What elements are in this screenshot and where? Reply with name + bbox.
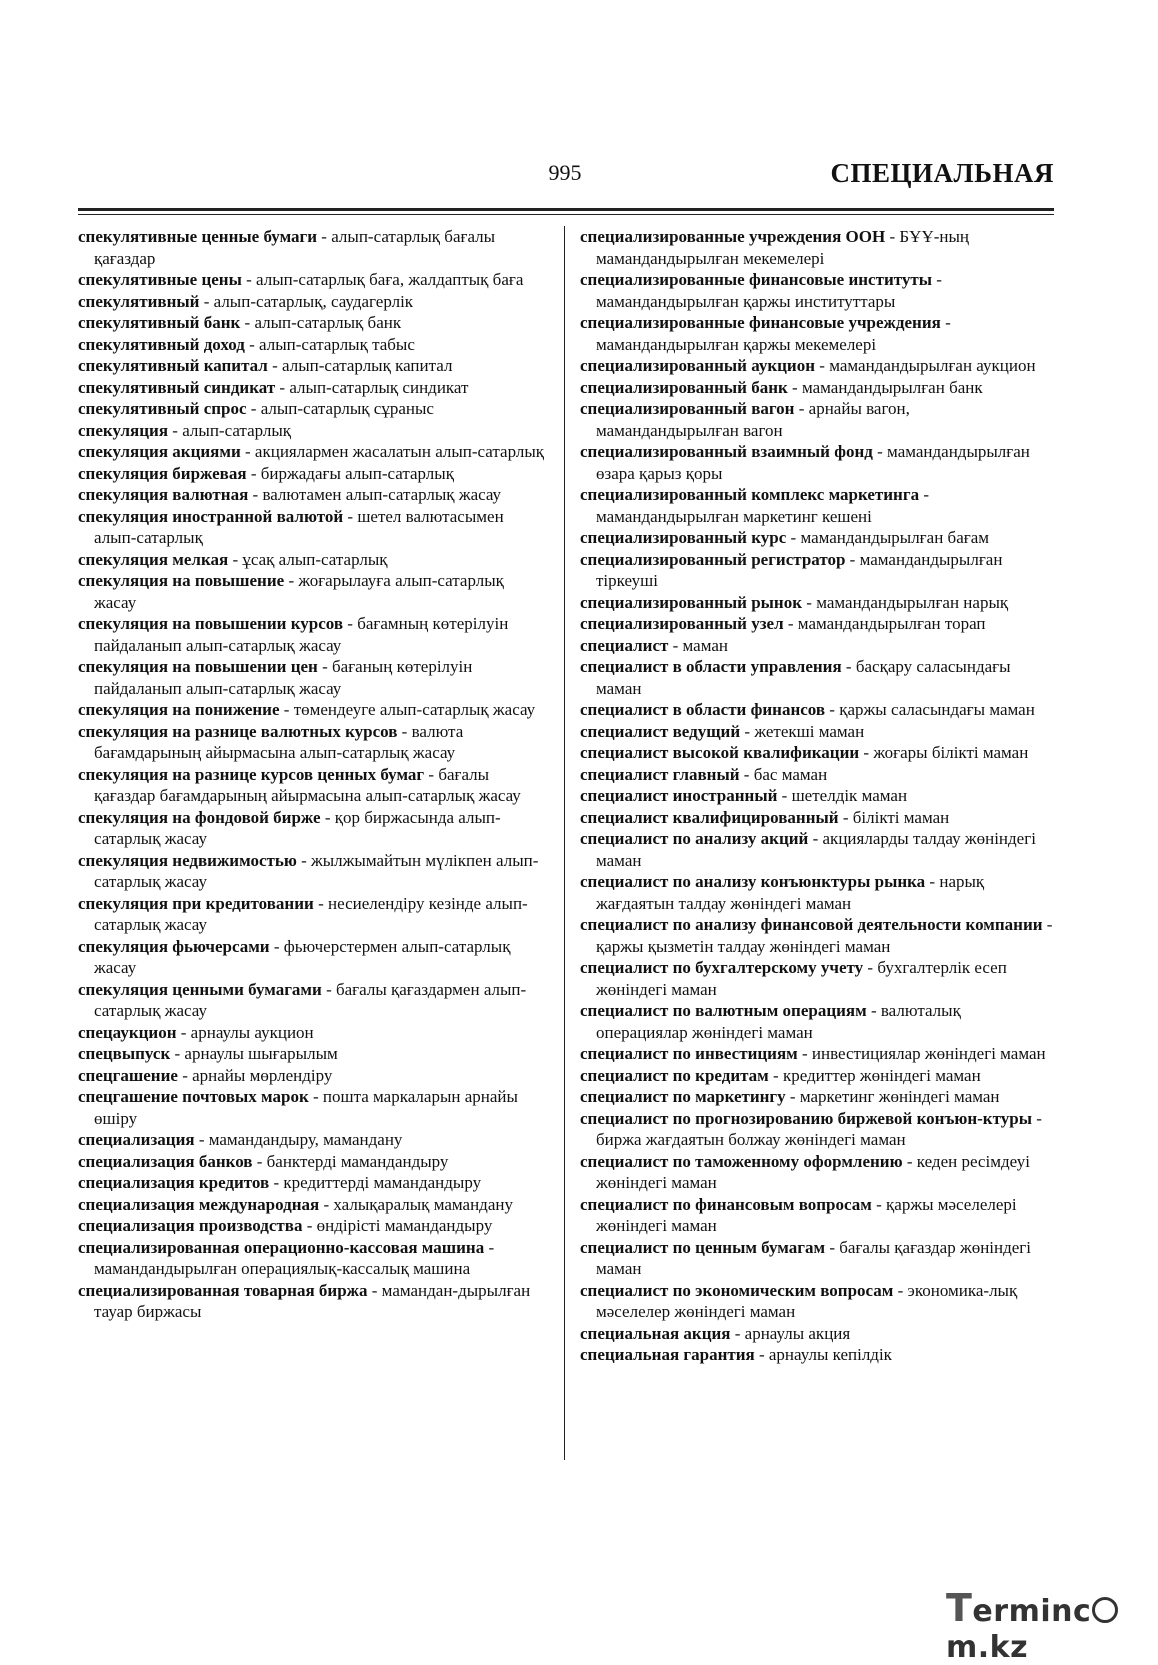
entry-term: специализация [78,1130,195,1149]
entry-separator: - [841,657,856,676]
entry-term: спекуляция на понижение [78,700,280,719]
entry-separator: - [739,764,754,784]
entry-term: специалист иностранный [580,786,778,805]
dictionary-entry [580,828,1056,871]
watermark-text-part1: erminc [972,1594,1092,1629]
entry-definition: төмендеуге алып-сатарлық жасау [293,700,536,719]
header-rule-thick [78,208,1054,211]
entry-separator: - [279,700,294,719]
entry-definition: мамандандырылған қаржы институттары [596,291,896,311]
dictionary-entry [78,1237,550,1280]
entry-term: спекуляция недвижимостью [78,850,297,870]
entry-definition: мамандандырылған нарық [816,592,1009,612]
entry-definition: жоғарылауға алып-сатарлық жасау [94,571,504,612]
entry-term: спекуляция на повышение [78,571,285,590]
dictionary-entry [78,1280,550,1323]
entry-term: спекуляция иностранной валютой [78,506,344,526]
dictionary-entry [580,1194,1056,1237]
dictionary-entry [580,914,1056,957]
entry-term: спекулятивный банк [78,313,241,332]
entry-term: специализация кредитов [78,1173,270,1192]
entry-separator: - [863,958,878,977]
entry-definition: акцияларды талдау жөніндегі маман [596,829,1036,870]
entry-term: спецаукцион [78,1022,177,1042]
entry-definition: басқару саласындағы маман [596,657,1011,698]
entry-separator: - [808,829,823,848]
entry-separator: - [228,549,243,569]
dictionary-entry [78,570,550,613]
entry-definition: мамандандырылған аукцион [829,356,1036,375]
entry-separator: - [194,1130,209,1149]
entry-separator: - [241,270,257,289]
dictionary-entry [580,592,1056,614]
entry-term: спецгашение почтовых марок [78,1087,309,1106]
dictionary-entry [78,506,550,549]
entry-term: специалист в области управления [580,657,842,676]
entry-separator: - [845,549,860,569]
entry-term: специализированный банк [580,377,788,397]
entry-term: специалист по анализу финансовой деятельности компании [580,915,1043,934]
entry-definition: алып-сатарлық [182,420,292,440]
entry-definition: алып-сатарлық синдикат [289,377,469,397]
entry-term: спекуляция на повышении цен [78,657,318,676]
entry-term: специалист в области финансов [580,700,826,719]
entry-term: спекуляция акциями [78,442,241,461]
entry-term: специализированные финансовые учреждения [580,313,941,332]
entry-separator: - [343,614,358,633]
dictionary-entry [78,1086,550,1129]
entry-definition: валюта бағамдарының айырмасына алып-сатарлық жасау [94,721,464,762]
entry-term: специальная гарантия [580,1345,755,1364]
entry-separator: - [319,1194,334,1214]
dictionary-entry [78,398,550,420]
entry-definition: арнаулы аукцион [190,1022,314,1042]
entry-definition: жоғары білікті маман [873,743,1029,762]
dictionary-entry [580,312,1056,355]
entry-definition: мамандандырылған бағам [800,528,990,547]
dictionary-entry [78,1065,550,1087]
entry-definition: арнайы вагон, мамандандырылған вагон [596,399,910,440]
entry-separator: - [825,1237,840,1257]
entry-separator: - [740,721,755,741]
entry-definition: бағалы қағаздармен алып-сатарлық жасау [94,979,527,1020]
entry-separator: - [170,1044,185,1063]
entry-separator: - [267,356,283,375]
entry-definition: бағамның көтерілуін пайдаланып алып-сатарлық жасау [94,614,509,655]
entry-separator: - [269,1173,284,1192]
entry-separator: - [940,313,951,332]
dictionary-entry [580,355,1056,377]
entry-term: спекуляция [78,420,169,440]
dictionary-entry [580,764,1056,786]
entry-term: специализация международная [78,1194,320,1214]
entry-definition: мамандандырылған торап [797,614,986,633]
entry-separator: - [199,291,214,311]
entry-separator: - [269,936,284,956]
entry-separator: - [794,399,809,418]
entry-definition: арнайы мөрлендіру [192,1065,333,1085]
dictionary-entry [580,656,1056,699]
entry-term: специалист по кредитам [580,1065,769,1085]
entry-definition: мамандандырылған өзара қарыз қоры [596,442,1030,483]
entry-definition: валютамен алып-сатарлық жасау [262,485,502,504]
dictionary-entry [580,807,1056,829]
entry-separator: - [244,334,260,354]
entry-term: спекуляция мелкая [78,549,229,569]
dictionary-entry [78,613,550,656]
entry-definition: алып-сатарлық баға, жалдаптық баға [256,270,524,289]
dictionary-entry [78,441,550,463]
dictionary-entry [78,226,550,269]
dictionary-entry [580,1043,1056,1065]
entry-separator: - [786,528,801,547]
entry-separator: - [343,506,358,526]
entry-separator: - [815,356,830,375]
entry-definition: шетелдік маман [791,786,908,805]
entry-separator: - [785,1087,800,1106]
entry-term: спекуляция валютная [78,485,249,504]
entry-definition: қаржы саласындағы маман [839,700,1035,719]
entry-separator: - [932,270,942,289]
entry-separator: - [321,979,336,999]
dictionary-entry [78,1194,550,1216]
entry-definition: экономика-лық мәселелер жөніндегі маман [596,1280,1018,1321]
entry-separator: - [177,1065,193,1085]
entry-term: специалист главный [580,764,740,784]
column-divider [564,226,565,1460]
entry-separator: - [284,571,299,590]
entry-term: специальная акция [580,1323,731,1343]
entry-term: специализированные финансовые институты [580,270,933,289]
entry-term: специализированные учреждения ООН [580,227,886,246]
dictionary-entry [580,377,1056,399]
dictionary-entry [580,1323,1056,1345]
dictionary-entry [78,334,550,356]
entry-separator: - [246,463,261,483]
entry-term: специализация производства [78,1216,303,1235]
entry-term: спецгашение [78,1065,178,1085]
dictionary-entry [78,850,550,893]
entry-definition: қаржы мәселелері жөніндегі маман [596,1194,1017,1235]
entry-separator: - [397,721,412,741]
entry-separator: - [777,786,792,805]
entry-definition: инвестициялар жөніндегі маман [811,1044,1046,1063]
entry-term: специализация банков [78,1151,253,1171]
entry-definition: бас маман [753,764,828,784]
entry-definition: бухгалтерлік есеп жөніндегі маман [596,958,1007,999]
entry-definition: банктерді мамандандыру [266,1151,449,1171]
entry-separator: - [825,700,840,719]
watermark-letter-t: T [946,1586,973,1630]
dictionary-entry [78,936,550,979]
dictionary-entry [580,226,1056,269]
dictionary-entry [78,1129,550,1151]
dictionary-entry [580,1086,1056,1108]
dictionary-entry [580,957,1056,1000]
entry-separator: - [768,1065,783,1085]
entry-definition: мамандандырылған банк [801,377,983,397]
entry-term: спекулятивный спрос [78,399,247,418]
entry-definition: несиелендіру кезінде алып-сатарлық жасау [94,893,528,934]
entry-term: специализированный вагон [580,399,795,418]
dictionary-entry [78,893,550,936]
entry-definition: кредиттерді мамандандыру [283,1173,482,1192]
entry-separator: - [240,313,255,332]
entry-definition: биржа жағдаятын болжау жөніндегі маман [596,1130,906,1149]
entry-term: спекулятивный капитал [78,356,268,375]
entry-definition: мамандандырылған операциялық-кассалық машина [94,1259,471,1278]
entry-separator: - [866,1001,881,1020]
entry-definition: жылжымайтын мүлікпен алып-сатарлық жасау [94,850,539,891]
entry-term: спекуляция фьючерсами [78,936,270,956]
right-column [580,226,1056,1366]
entry-definition: кеден ресімдеуі жөніндегі маман [596,1151,1030,1192]
entry-definition: мамандандырылған тіркеуші [596,549,1003,590]
entry-separator: - [240,442,255,461]
entry-definition: фьючерстермен алып-сатарлық жасау [94,936,511,977]
entry-term: специалист по анализу конъюнктуры рынка [580,872,926,891]
entry-term: спекуляция при кредитовании [78,893,314,913]
entry-definition: қор биржасында алып-сатарлық жасау [94,807,501,848]
entry-separator: - [754,1345,769,1364]
watermark-o-icon [1092,1597,1118,1623]
entry-definition: мамандандырылған қаржы мекемелері [596,334,877,354]
entry-separator: - [484,1237,495,1257]
entry-definition: халықаралық мамандану [333,1194,513,1214]
entry-definition: кредиттер жөніндегі маман [782,1065,981,1085]
entry-term: специализированный аукцион [580,356,816,375]
entry-term: специализированный узел [580,614,784,633]
dictionary-entry [580,527,1056,549]
entry-term: спекулятивный синдикат [78,377,276,397]
entry-term: специалист по экономическим вопросам [580,1280,894,1300]
entry-term: специалист по бухгалтерскому учету [580,958,864,977]
dictionary-entry [580,1151,1056,1194]
dictionary-entry [78,1022,550,1044]
entry-term: специалист по таможенному оформлению [580,1151,903,1171]
dictionary-entry [78,656,550,699]
entry-separator: - [783,614,798,633]
entry-definition: алып-сатарлық сұраныс [260,399,434,418]
entry-definition: арнаулы кепілдік [768,1345,892,1364]
dictionary-entry [78,377,550,399]
entry-definition: шетел валютасымен алып-сатарлық [94,506,504,547]
entry-term: специализированный взаимный фонд [580,442,873,461]
entry-definition: арнаулы шығарылым [184,1044,338,1063]
entry-separator: - [296,850,312,870]
dictionary-entry [78,312,550,334]
entry-separator: - [248,485,263,504]
entry-definition: арнаулы акция [744,1323,851,1343]
entry-separator: - [246,399,261,418]
dictionary-entry [78,463,550,485]
entry-separator: - [317,657,332,676]
entry-term: спекулятивные цены [78,270,242,289]
entry-separator: - [1031,1108,1042,1128]
entry-separator: - [797,1044,812,1063]
entry-definition: қаржы қызметін талдау жөніндегі маман [596,936,891,956]
entry-definition: акциялармен жасалатын алып-сатарлық [254,442,545,461]
dictionary-entry [78,355,550,377]
entry-term: специалист ведущий [580,721,741,741]
entry-term: специалист [580,635,669,655]
page-number: 995 [548,160,582,185]
dictionary-entry [580,721,1056,743]
entry-definition: мамандан-дырылған тауар биржасы [94,1280,531,1321]
dictionary-entry [580,785,1056,807]
dictionary-entry [580,699,1056,721]
dictionary-entry [78,764,550,807]
left-column [78,226,550,1323]
entry-term: специализированный рынок [580,592,803,612]
entry-definition: жетекші маман [754,721,865,741]
running-head: СПЕЦИАЛЬНАЯ [830,158,1054,188]
entry-term: специалист по ценным бумагам [580,1237,826,1257]
entry-definition: пошта маркаларын арнайы өшіру [94,1087,518,1128]
entry-term: специализированный курс [580,528,787,547]
entry-term: спекулятивный доход [78,334,245,354]
entry-term: специалист по анализу акций [580,829,809,848]
entry-term: специалист по валютным операциям [580,1001,867,1020]
entry-term: спекуляция на фондовой бирже [78,807,321,827]
dictionary-entry [580,441,1056,484]
entry-term: спекуляция на разнице валютных курсов [78,721,398,741]
entry-separator: - [317,227,332,246]
entry-definition: бағаның көтерілуін пайдаланып алып-сатарлық жасау [94,657,473,698]
entry-term: спекулятивные ценные бумаги [78,227,318,246]
entry-term: специализированная товарная биржа [78,1280,368,1300]
dictionary-entry [580,1000,1056,1043]
entry-definition: валюталық операциялар жөніндегі маман [596,1001,961,1042]
entry-separator: - [885,227,900,246]
entry-term: специалист по финансовым вопросам [580,1194,872,1214]
entry-definition: мамандандырылған маркетинг кешені [596,506,872,526]
dictionary-entry [580,1237,1056,1280]
entry-separator: - [893,1280,908,1300]
entry-separator: - [871,1194,887,1214]
watermark-logo [946,1586,1158,1665]
dictionary-entry [580,742,1056,764]
dictionary-entry [78,721,550,764]
entry-definition: алып-сатарлық, саудагерлік [213,291,414,311]
dictionary-entry [580,269,1056,312]
entry-term: специалист высокой квалификации [580,743,860,762]
entry-separator: - [902,1151,917,1171]
dictionary-entry [78,1172,550,1194]
entry-separator: - [730,1323,745,1343]
dictionary-entry [580,1344,1056,1366]
entry-definition: мамандандыру, мамандану [208,1130,403,1149]
entry-term: специалист по инвестициям [580,1044,798,1063]
entry-definition: өндірісті мамандандыру [316,1216,493,1235]
entry-definition: алып-сатарлық бағалы қағаздар [94,227,496,268]
entry-separator: - [168,420,183,440]
entry-separator: - [367,1280,382,1300]
dictionary-entry [78,1215,550,1237]
entry-separator: - [308,1087,323,1106]
entry-separator: - [252,1151,267,1171]
dictionary-entry [580,1108,1056,1151]
dictionary-entry [78,484,550,506]
entry-definition: алып-сатарлық капитал [282,356,453,375]
entry-separator: - [919,485,929,504]
dictionary-entry [580,1065,1056,1087]
dictionary-entry [78,420,550,442]
entry-definition: БҰҰ-ның мамандандырылған мекемелері [596,227,969,268]
entry-separator: - [802,592,817,612]
dictionary-entry [78,1043,550,1065]
entry-definition: биржадағы алып-сатарлық [260,463,454,483]
dictionary-entry [78,699,550,721]
entry-separator: - [872,442,888,461]
entry-term: специалист квалифицированный [580,807,839,827]
dictionary-entry [78,807,550,850]
entry-definition: ұсақ алып-сатарлық [242,549,388,569]
entry-separator: - [925,872,940,891]
entry-definition: маркетинг жөніндегі маман [799,1087,1000,1106]
entry-separator: - [1042,915,1053,934]
entry-term: специализированный регистратор [580,549,846,569]
dictionary-entry [78,291,550,313]
dictionary-entry [580,549,1056,592]
entry-term: специалист по маркетингу [580,1087,786,1106]
entry-definition: алып-сатарлық банк [254,313,402,332]
entry-term: спецвыпуск [78,1044,171,1063]
dictionary-entry [78,1151,550,1173]
dictionary-entry [580,398,1056,441]
entry-term: специализированный комплекс маркетинга [580,485,920,504]
entry-term: специализированная операционно-кассовая машина [78,1237,485,1257]
dictionary-entry [580,484,1056,527]
entry-term: спекуляция на повышении курсов [78,614,344,633]
entry-term: спекуляция биржевая [78,463,247,483]
entry-term: спекуляция ценными бумагами [78,979,322,999]
dictionary-entry [580,613,1056,635]
dictionary-entry [580,1280,1056,1323]
dictionary-entry [78,549,550,571]
dictionary-entry [580,635,1056,657]
dictionary-entry [78,269,550,291]
header-rule-thin [78,214,1054,215]
entry-separator: - [859,743,874,762]
dictionary-entry [78,979,550,1022]
entry-separator: - [668,635,683,655]
entry-term: специалист по прогнозированию биржевой конъюн-ктуры [580,1108,1032,1128]
watermark-text-part2: m.kz [946,1630,1029,1665]
entry-term: спекулятивный [78,291,200,311]
entry-separator: - [313,893,328,913]
entry-definition: бағалы қағаздар бағамдарының айырмасына алып-сатарлық жасау [94,764,521,805]
entry-separator: - [424,764,439,784]
entry-separator: - [275,377,290,397]
entry-definition: нарық жағдаятын талдау жөніндегі маман [596,872,985,913]
entry-separator: - [320,807,335,827]
entry-definition: маман [682,635,729,655]
entry-separator: - [176,1022,191,1042]
entry-definition: алып-сатарлық табыс [259,334,415,354]
entry-definition: білікті маман [852,807,950,827]
entry-definition: бағалы қағаздар жөніндегі маман [596,1237,1031,1278]
entry-separator: - [787,377,802,397]
dictionary-entry [580,871,1056,914]
entry-term: спекуляция на разнице курсов ценных бумаг [78,764,425,784]
entry-separator: - [302,1216,317,1235]
entry-separator: - [838,807,853,827]
